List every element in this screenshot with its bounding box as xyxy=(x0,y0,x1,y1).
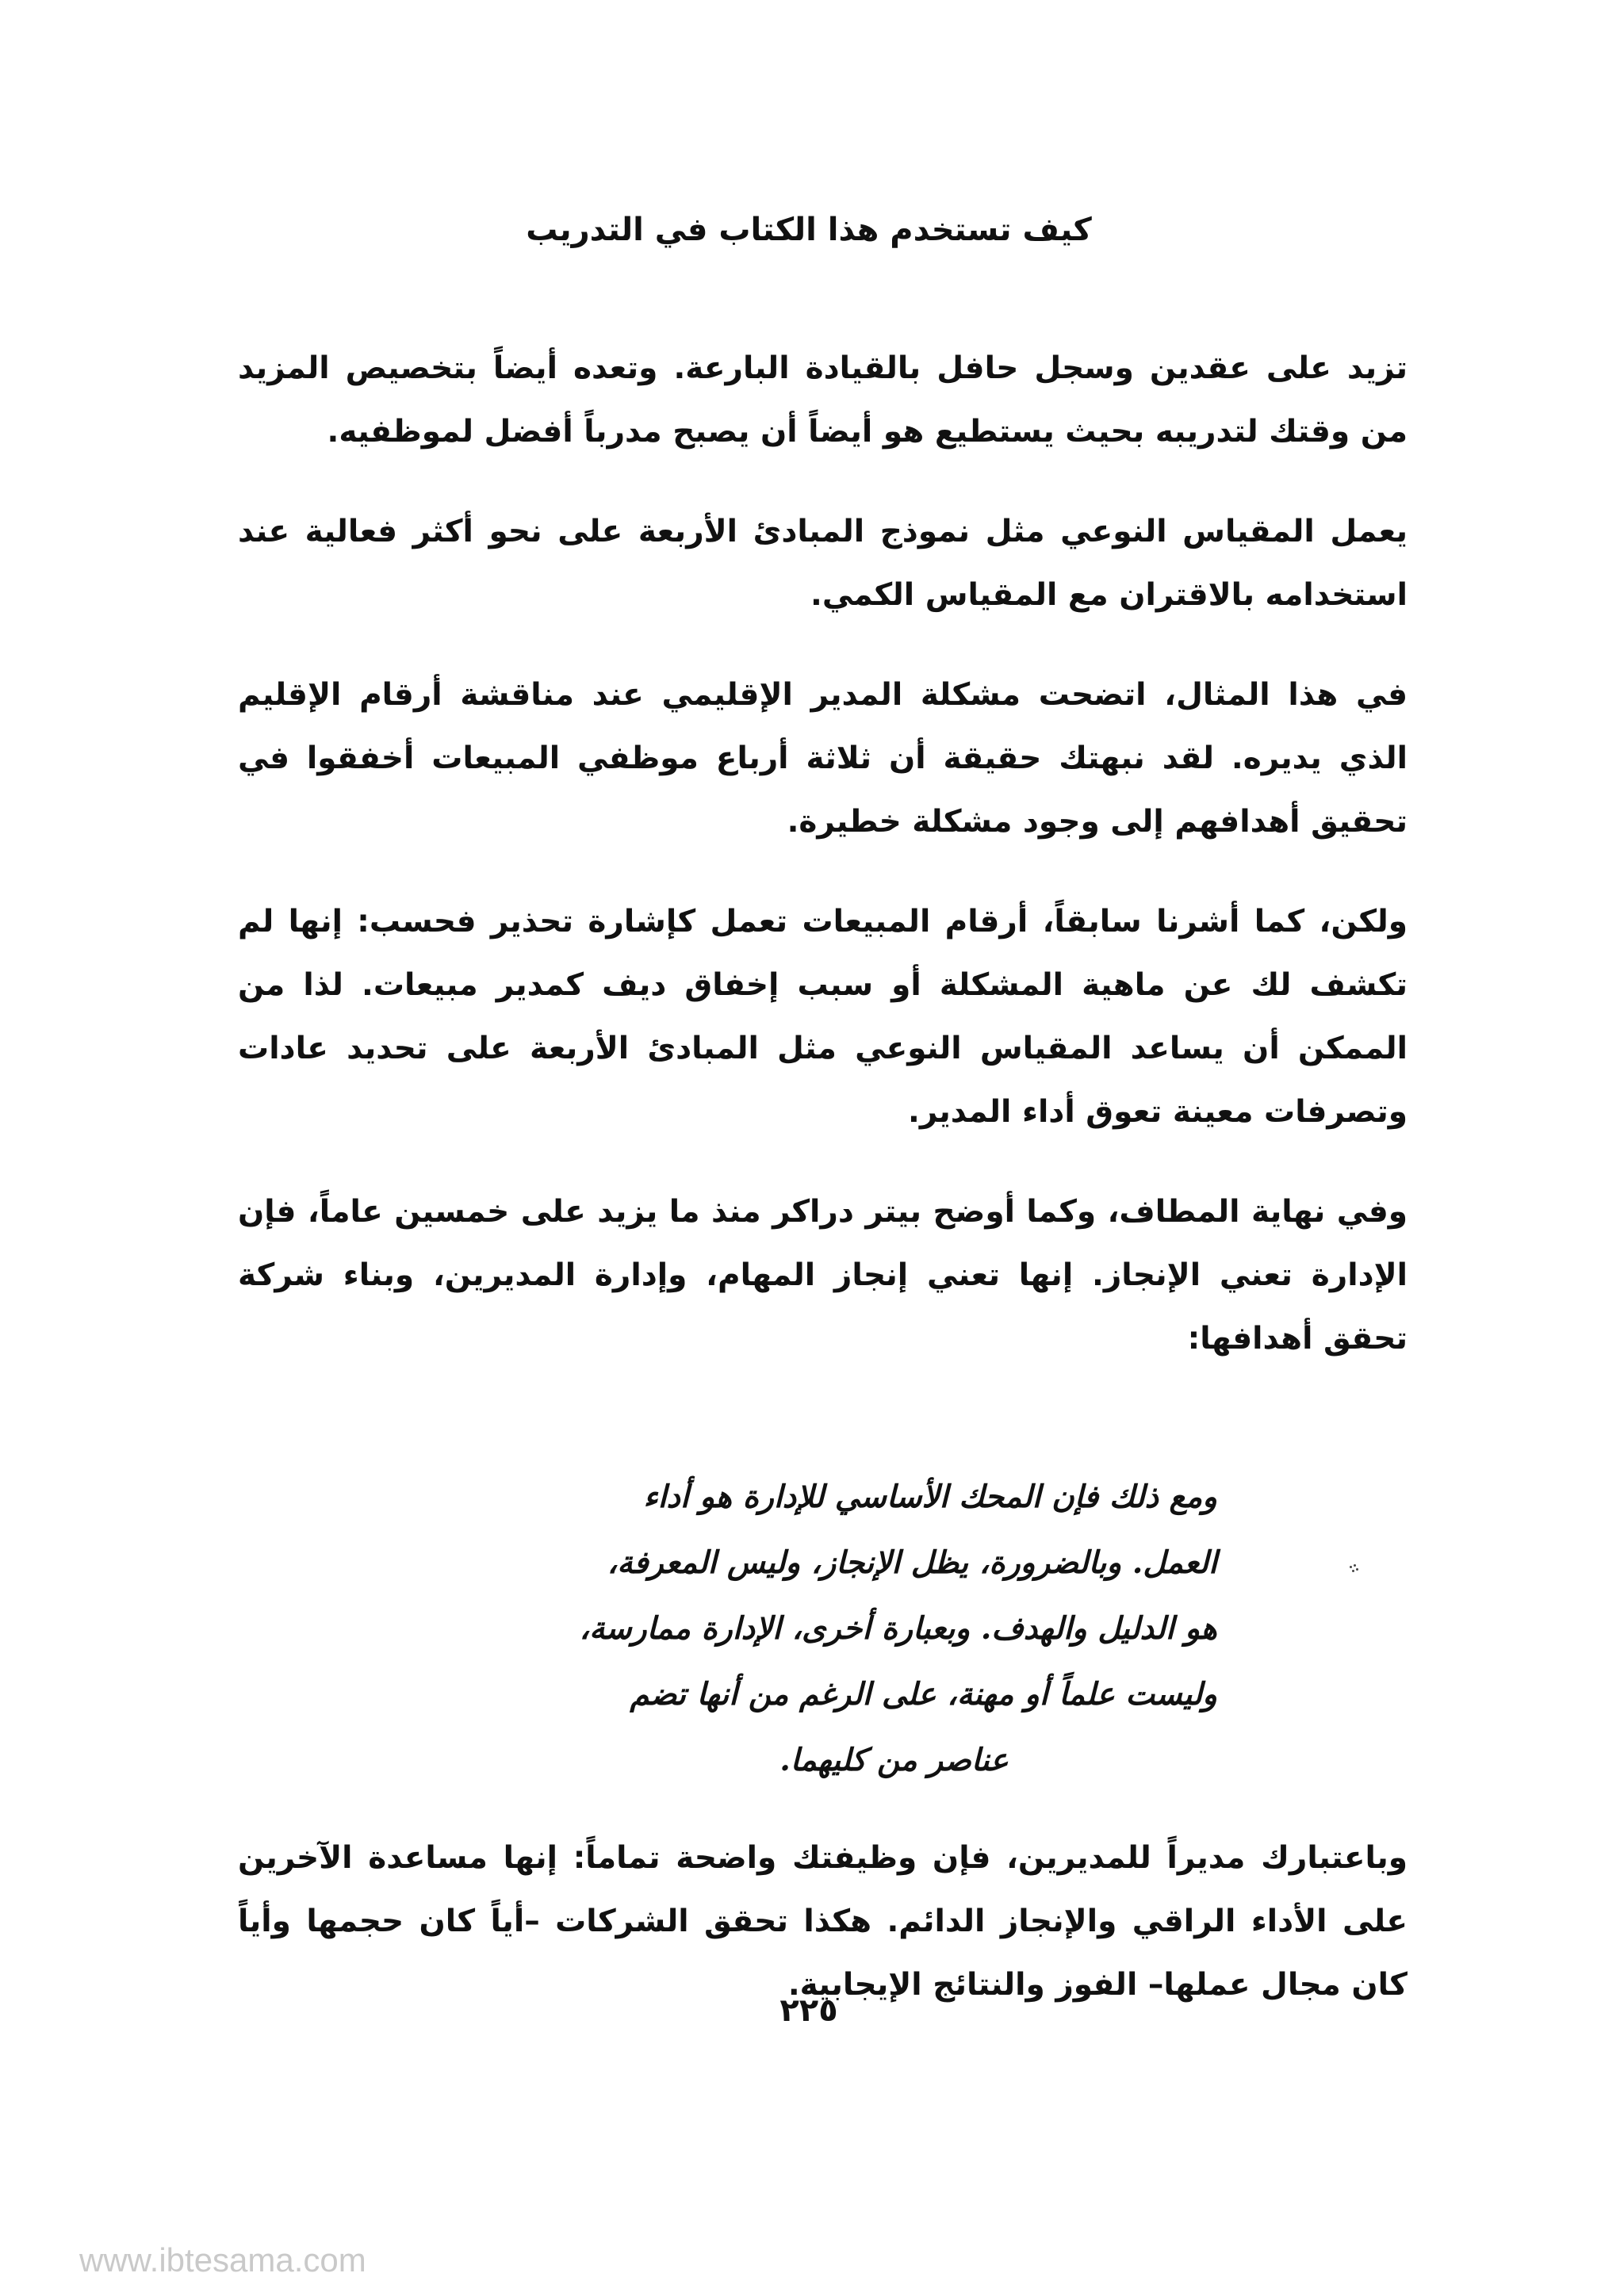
page-number: ٢٢٥ xyxy=(779,1992,838,2029)
paragraph-4: ولكن، كما أشرنا سابقاً، أرقام المبيعات تعمل كإشارة تحذير فحسب: إنها لم تكشف لك عن ماهية المشكلة أو سبب إخفاق ديف كمدير مبيعات. لذا من الممكن أن يساعد المقياس النوعي مثل المبادئ الأربعة على تحديد عادات وتصرفات معينة تعوق أداء المدير. xyxy=(238,904,1408,1130)
paragraph-2: يعمل المقياس النوعي مثل نموذج المبادئ الأربعة على نحو أكثر فعالية عند استخدامه بالاقتران مع المقياس الكمي. xyxy=(238,514,1408,613)
paragraph-5: وفي نهاية المطاف، وكما أوضح بيتر دراكر منذ ما يزيد على خمسين عاماً، فإن الإدارة تعني الإنجاز. إنها تعني إنجاز المهام، وإدارة المديرين، وبناء شركة تحقق أهدافها: xyxy=(238,1194,1408,1357)
block-quote: ومع ذلك فإن المحك الأساسي للإدارة هو أداء العمل. وبالضرورة، يظل الإنجاز، وليس المعرفة، هو الدليل والهدف. وبعبارة أخرى، الإدارة ممارسة، وليست علماً أو مهنة، على الرغم من أنها تضم عناصر من كليهما. xyxy=(579,1479,1217,1778)
site-watermark: www.ibtesama.com xyxy=(79,2241,366,2279)
scan-speck xyxy=(1348,1563,1359,1575)
closing-paragraph: وباعتبارك مديراً للمديرين، فإن وظيفتك واضحة تماماً: إنها مساعدة الآخرين على الأداء الراقي والإنجاز الدائم. هكذا تحقق الشركات –أياً كان حجمها وأياً كان مجال عملها– الفوز والنتائج الإيجابية. xyxy=(238,1840,1408,2003)
page-body xyxy=(238,337,1408,2053)
paragraph-3: في هذا المثال، اتضحت مشكلة المدير الإقليمي عند مناقشة أرقام الإقليم الذي يديره. لقد نبهتك حقيقة أن ثلاثة أرباع موظفي المبيعات أخفقوا في تحقيق أهدافهم إلى وجود مشكلة خطيرة. xyxy=(238,677,1408,840)
paragraph-1: تزيد على عقدين وسجل حافل بالقيادة البارعة. وتعده أيضاً بتخصيص المزيد من وقتك لتدريبه بحيث يستطيع هو أيضاً أن يصبح مدرباً أفضل لموظفيه. xyxy=(238,350,1408,450)
running-header: كيف تستخدم هذا الكتاب في التدريب xyxy=(526,212,1092,248)
